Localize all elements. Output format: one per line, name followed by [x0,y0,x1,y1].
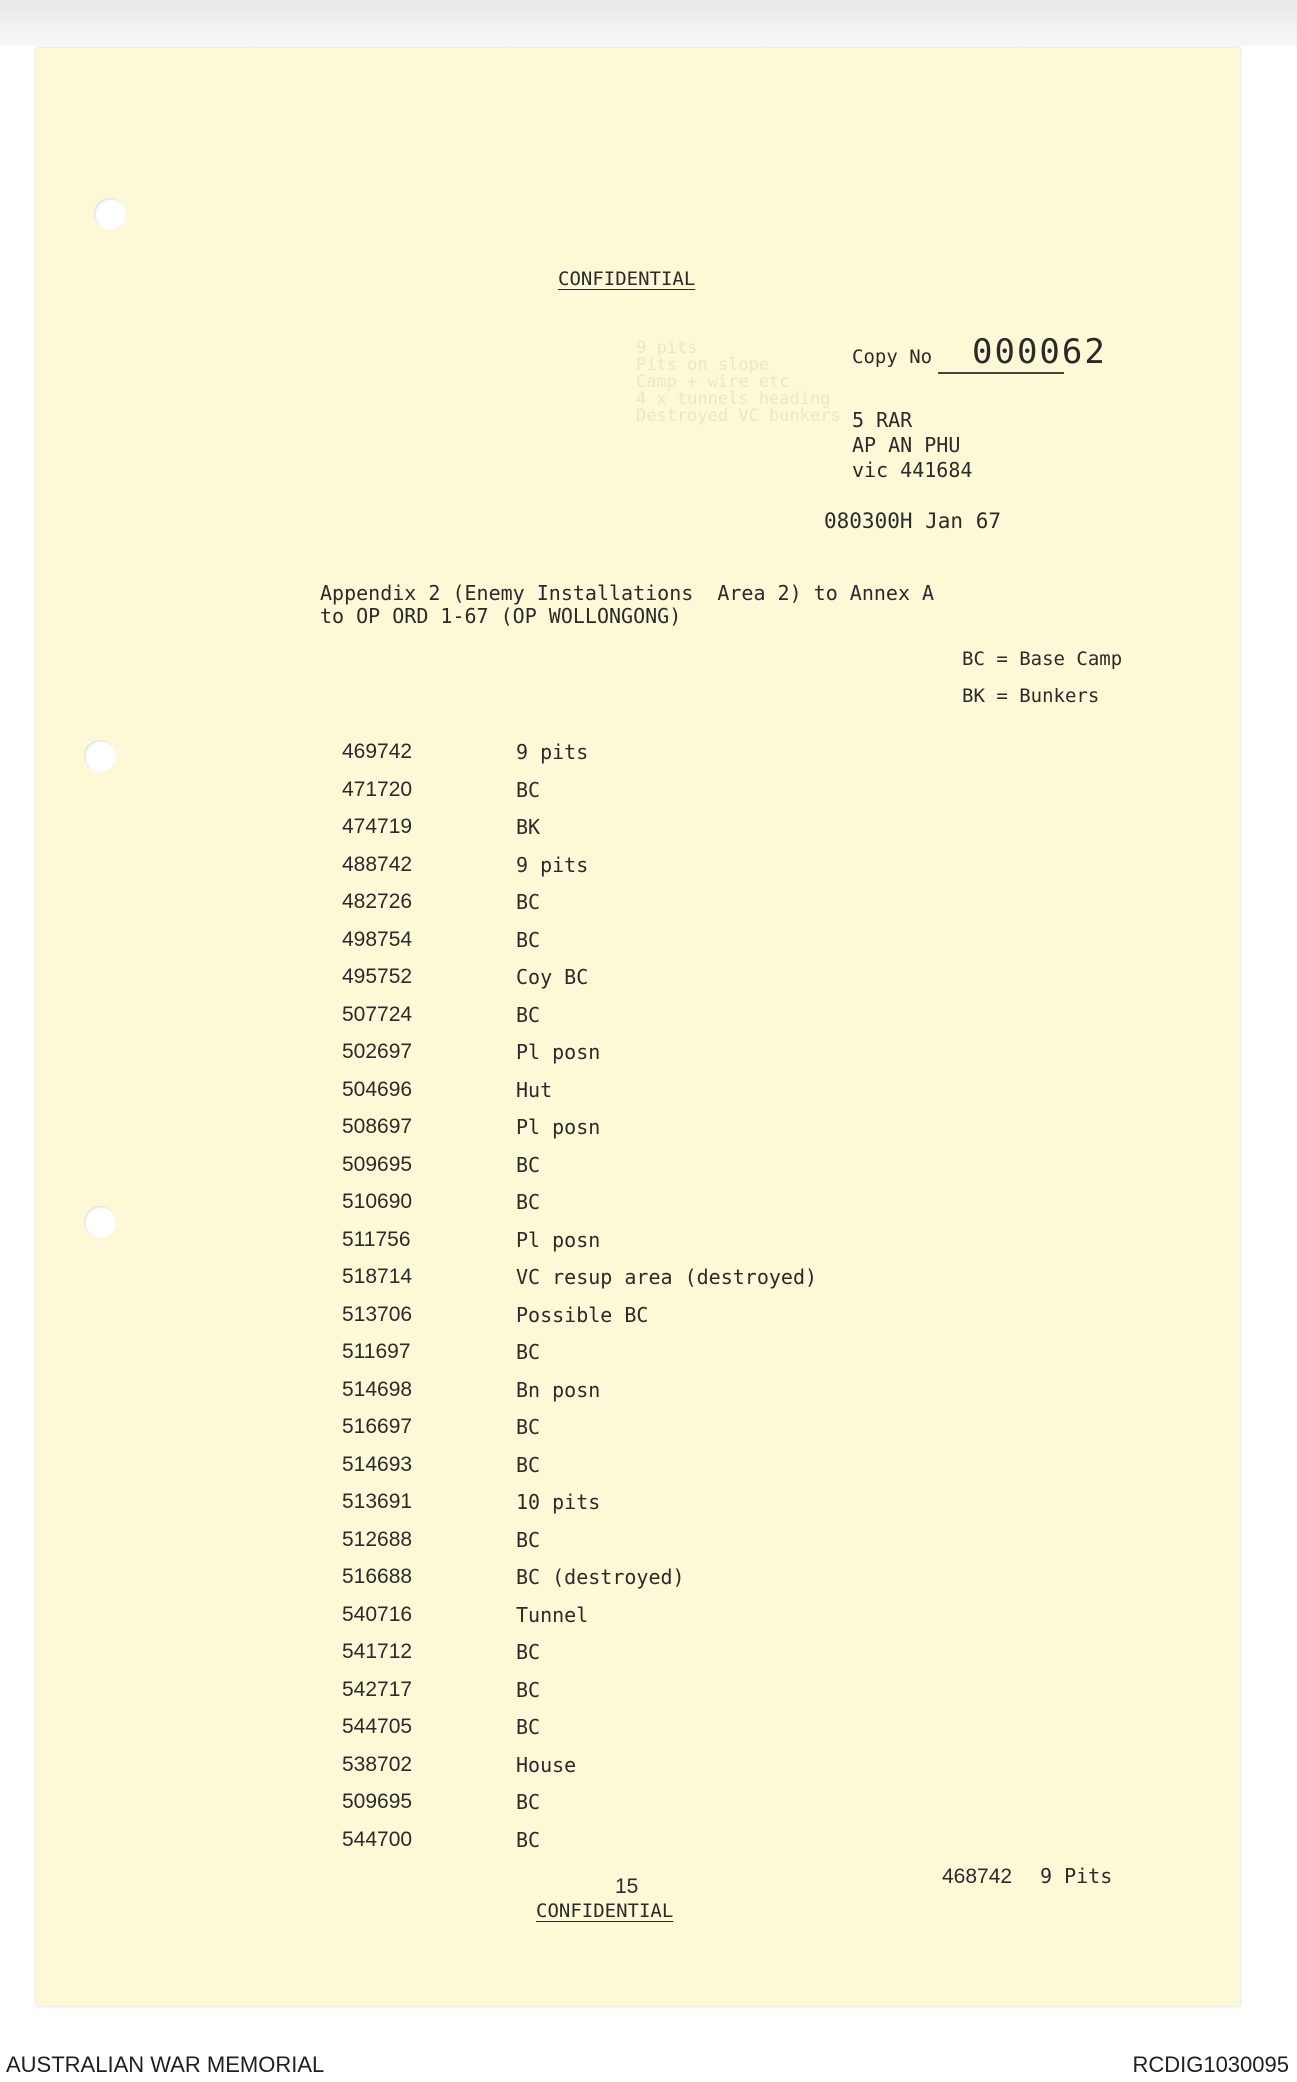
installation-description: BC [516,1827,541,1852]
punch-hole-top [94,198,126,230]
installation-description: Bn posn [516,1377,601,1402]
grid-reference: 474719 [342,815,413,838]
extra-entry-desc: 9 Pits [1040,1864,1113,1888]
copy-number-underline [938,372,1064,374]
scan-top-edge [0,0,1297,46]
date-time-group: 080300H Jan 67 [824,509,1002,533]
installation-description: BK [516,815,541,839]
installation-description: BC [516,1340,541,1364]
installation-description: BC [516,1715,541,1739]
grid-reference: 516688 [342,1565,413,1588]
unit-line-2: AP AN PHU [852,433,961,457]
classification-top: CONFIDENTIAL [558,268,696,290]
grid-reference: 518714 [342,1265,413,1288]
copy-label: Copy No [852,346,933,368]
installation-description: BC [516,890,541,914]
grid-reference: 513706 [342,1302,413,1326]
grid-reference: 538702 [342,1752,413,1776]
installation-description: BC [516,1452,541,1477]
grid-reference: 482726 [342,890,413,913]
installation-description: VC resup area (destroyed) [516,1265,818,1289]
title-line-1: Appendix 2 (Enemy Installations Area 2) to Annex A [320,581,935,605]
grid-reference: 544700 [342,1827,413,1851]
punch-hole-middle [84,740,116,772]
installation-description: BC [516,1640,541,1664]
installation-description: BC [516,1152,541,1177]
unit-line-3: vic 441684 [852,458,973,482]
installation-description: Tunnel [516,1602,589,1627]
footer-archive-name: AUSTRALIAN WAR MEMORIAL [6,2052,325,2077]
installation-description: Possible BC [516,1302,649,1327]
installation-description: 9 pits [516,852,589,877]
title-line-2: to OP ORD 1-67 (OP WOLLONGONG) [320,604,682,628]
page-number: 15 [615,1875,639,1898]
installation-description: Pl posn [516,1115,601,1139]
grid-reference: 512688 [342,1527,413,1551]
grid-reference: 502697 [342,1040,413,1063]
installation-description: BC (destroyed) [516,1565,685,1589]
grid-reference: 488742 [342,852,413,876]
grid-reference: 542717 [342,1677,413,1701]
grid-reference: 509695 [342,1790,413,1813]
grid-reference: 513691 [342,1490,413,1513]
installation-description: Pl posn [516,1040,601,1064]
grid-reference: 495752 [342,965,413,988]
legend-bunkers: BK = Bunkers [962,685,1100,707]
installation-description: BC [516,1190,541,1214]
installation-description: House [516,1752,577,1777]
grid-reference: 471720 [342,777,413,801]
installation-description: Hut [516,1077,553,1102]
installation-description: BC [516,1415,541,1439]
grid-reference: 544705 [342,1715,413,1738]
grid-reference: 516697 [342,1415,413,1438]
installation-description: Pl posn [516,1227,601,1252]
unit-line-1: 5 RAR [852,408,913,432]
grid-reference: 498754 [342,927,413,951]
footer-record-id: RCDIG1030095 [1132,2052,1289,2077]
installation-description: Coy BC [516,965,589,989]
grid-reference: 514698 [342,1377,413,1401]
installation-description: 9 pits [516,740,589,764]
grid-reference: 511697 [342,1340,411,1363]
installation-description: BC [516,1790,541,1814]
installation-description: BC [516,1527,541,1552]
grid-reference: 540716 [342,1602,413,1626]
grid-reference: 507724 [342,1002,413,1026]
installation-description: BC [516,1002,541,1027]
grid-reference: 509695 [342,1152,413,1176]
copy-number: 000062 [972,332,1107,372]
installation-description: BC [516,1677,541,1702]
grid-reference: 511756 [342,1227,411,1251]
grid-reference: 504696 [342,1077,413,1101]
extra-entry-ref: 468742 [942,1865,1013,1888]
installation-description: BC [516,927,541,952]
punch-hole-bottom [84,1206,116,1238]
installation-description: 10 pits [516,1490,601,1514]
legend-base-camp: BC = Base Camp [962,648,1123,670]
grid-reference: 541712 [342,1640,413,1663]
grid-reference: 469742 [342,740,413,763]
show-through-text: 9 pits Pits on slope Camp + wire etc 4 x tunnels heading Destroyed VC bunkers [636,338,841,426]
classification-bottom: CONFIDENTIAL [536,1900,674,1922]
grid-reference: 510690 [342,1190,413,1213]
grid-reference: 514693 [342,1452,413,1476]
installation-description: BC [516,777,541,802]
grid-reference: 508697 [342,1115,413,1138]
